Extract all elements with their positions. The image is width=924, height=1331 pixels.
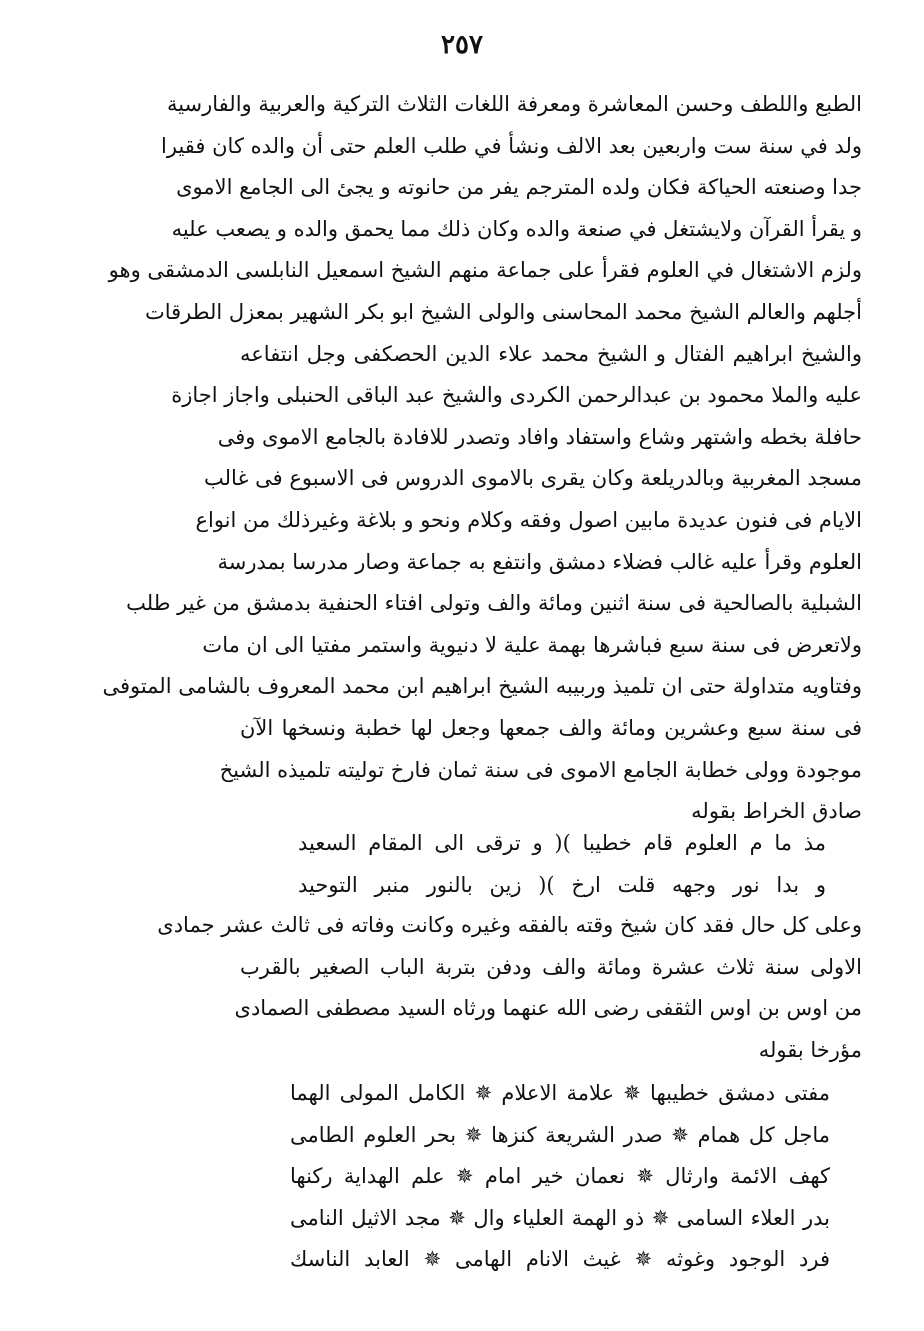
text-line: ولزم الاشتغال في العلوم فقرأ على جماعة منهم الشيخ اسمعيل النابلسى الدمشقى وهو — [108, 258, 862, 283]
text-line: موجودة وولى خطابة الجامع الاموى فى سنة ثمان فارخ توليته تلميذه الشيخ — [219, 757, 862, 782]
text-line: مؤرخا بقوله — [758, 1037, 862, 1062]
text-line: صادق الخراط بقوله — [691, 799, 862, 824]
text-line: الاولى سنة ثلاث عشرة ومائة والف ودفن بتربة الباب الصغير بالقرب — [240, 954, 862, 979]
text-line: الشبلية بالصالحية فى سنة اثنين ومائة والف وتولى افتاء الحنفية بدمشق من غير طلب — [126, 591, 862, 616]
verse-line: مفتى دمشق خطيبها ✵ علامة الاعلام ✵ الكامل المولى الهما — [290, 1081, 830, 1105]
poem-verse-block — [298, 823, 826, 906]
text-line: وفتاويه متداولة حتى ان تلميذ وربيبه الشيخ ابراهيم ابن محمد المعروف بالشامى المتوفى — [102, 674, 862, 699]
verse-line: ماجل كل همام ✵ صدر الشريعة كنزها ✵ بحر العلوم الطامى — [290, 1122, 830, 1147]
text-line: فى سنة سبع وعشرين ومائة والف جمعها وجعل لها خطبة ونسخها الآن — [240, 715, 862, 740]
text-line: أجلهم والعالم الشيخ محمد المحاسنى والولى الشيخ ابو بكر الشهير بمعزل الطرقات — [144, 299, 862, 324]
text-line: جدا وصنعته الحياكة فكان ولده المترجم يفر من حانوته و يجئ الى الجامع الاموى — [176, 175, 862, 200]
text-line: مسجد المغربية وبالدريلعة وكان يقرى بالاموى الدروس فى الاسبوع فى غالب — [204, 466, 862, 491]
text-line: و يقرأ القرآن ولايشتغل في صنعة والده وكان ذلك مما يحمق والده و يصعب عليه — [171, 216, 862, 241]
page-number: ٢٥٧ — [441, 30, 483, 60]
verse-line: بدر العلاء السامى ✵ ذو الهمة العلياء وال ✵ مجد الاثيل النامى — [290, 1205, 831, 1230]
text-line: حافلة بخطه واشتهر وشاع واستفاد وافاد وتصدر للافادة بالجامع الاموى وفى — [217, 424, 862, 449]
text-line: ولد في سنة ست واربعين بعد الالف ونشأ في طلب العلم حتى أن والده كان فقيرا — [161, 133, 862, 158]
text-line: ولاتعرض فى سنة سبع فباشرها بهمة علية لا دنيوية واستمر مفتيا الى ان مات — [202, 632, 862, 657]
text-line: عليه والملا محمود بن عبدالرحمن الكردى والشيخ عبد الباقى الحنبلى واجاز اجازة — [171, 383, 862, 408]
second-paragraph — [157, 905, 862, 1071]
text-line: الطبع واللطف وحسن المعاشرة ومعرفة اللغات الثلاث التركية والعربية والفارسية — [166, 92, 862, 116]
main-paragraph — [102, 84, 862, 833]
text-line: والشيخ ابراهيم الفتال و الشيخ محمد علاء الدين الحصكفى وجل انتفاعه — [240, 341, 862, 366]
text-line: من اوس بن اوس الثقفى رضى الله عنهما ورثاه السيد مصطفى الصمادى — [234, 996, 862, 1021]
verse-line: كهف الائمة وارثال ✵ نعمان خير امام ✵ علم الهداية ركنها — [290, 1164, 830, 1189]
verse-line: فرد الوجود وغوثه ✵ غيث الانام الهامى ✵ العابد الناسك — [290, 1247, 830, 1272]
text-line: العلوم وقرأ عليه غالب فضلاء دمشق وانتفع به جماعة وصار مدرسا بمدرسة — [217, 549, 862, 574]
verse-line: و بدا نور وجهه قلت ارخ )( زين بالنور منبر التوحيد — [298, 872, 826, 897]
text-line: وعلى كل حال فقد كان شيخ وقته بالفقه وغيره وكانت وفاته فى ثالث عشر جمادى — [157, 913, 862, 937]
verse-line: مذ ما م العلوم قام خطيبا )( و ترقى الى المقام السعيد — [298, 831, 826, 855]
elegy-verse-block — [290, 1073, 830, 1281]
text-line: الايام فى فنون عديدة مابين اصول وفقه وكلام ونحو و بلاغة وغيرذلك من انواع — [195, 507, 862, 532]
